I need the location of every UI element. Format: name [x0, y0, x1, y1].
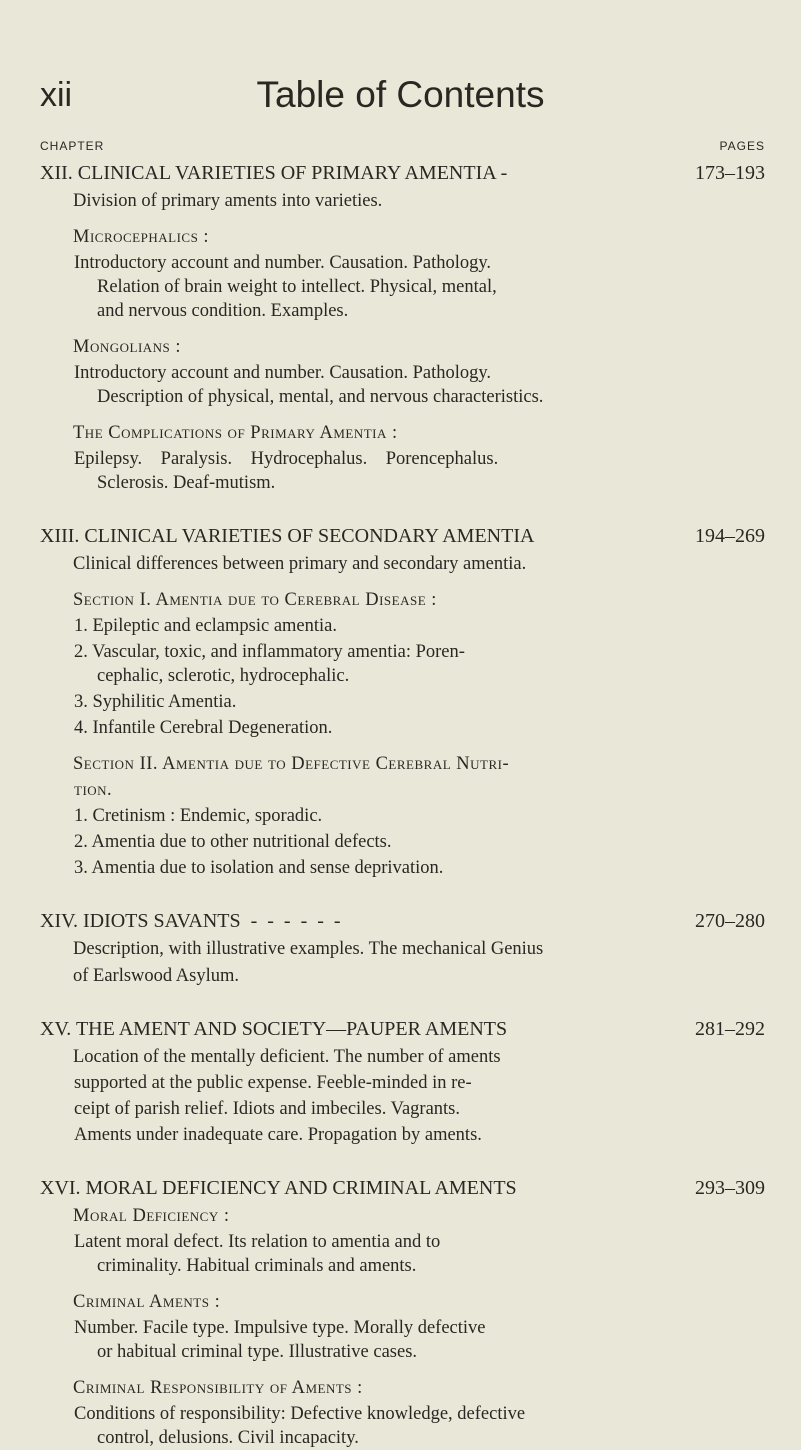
column-headings — [40, 138, 765, 154]
section-line: Latent moral defect. Its relation to amentia and to — [74, 1232, 441, 1252]
list-item: 3. Syphilitic Amentia. — [74, 692, 237, 712]
list-item: 4. Infantile Cerebral Degeneration. — [74, 718, 333, 738]
section-line: and nervous condition. Examples. — [97, 301, 349, 321]
chapter-pages: 270–280 — [695, 910, 765, 932]
section-line: Introductory account and number. Causation. Pathology. — [74, 253, 492, 273]
section-line: Relation of brain weight to intellect. Physical, mental, — [97, 277, 497, 297]
section-title: The Complications of Primary Amentia : — [73, 423, 398, 443]
section-line: Introductory account and number. Causation. Pathology. — [74, 363, 492, 383]
chapter-pages: 293–309 — [695, 1177, 765, 1199]
chapter-heading-line — [40, 1016, 765, 1042]
section-line: control, delusions. Civil incapacity. — [97, 1428, 359, 1448]
list-item-continuation: cephalic, sclerotic, hydrocephalic. — [97, 666, 350, 686]
chapter-pages: 194–269 — [695, 525, 765, 547]
toc-chapter-xv — [40, 1016, 765, 1147]
section-title: Section II. Amentia due to Defective Cerebral Nutri- — [73, 754, 510, 774]
list-item: 1. Cretinism : Endemic, sporadic. — [74, 806, 323, 826]
section-line: Number. Facile type. Impulsive type. Morally defective — [74, 1318, 486, 1338]
chapter-intro: Division of primary aments into varieties. — [73, 191, 383, 211]
section-line: or habitual criminal type. Illustrative cases. — [97, 1342, 418, 1362]
section-line: Epilepsy. Paralysis. Hydrocephalus. Porencephalus. — [74, 449, 499, 469]
section-title: Criminal Aments : — [73, 1292, 221, 1312]
chapter-title: XV. THE AMENT AND SOCIETY—PAUPER AMENTS — [40, 1018, 508, 1040]
section-title-continuation: tion. — [74, 780, 113, 800]
toc-chapter-xii — [40, 160, 765, 495]
list-item: 3. Amentia due to isolation and sense deprivation. — [74, 858, 444, 878]
chapter-heading-line — [40, 523, 765, 549]
chapter-intro-line: Aments under inadequate care. Propagation by aments. — [74, 1125, 482, 1145]
section-line: criminality. Habitual criminals and aments. — [97, 1256, 417, 1276]
chapter-heading-line — [40, 908, 765, 934]
section-title: Microcephalics : — [73, 227, 210, 247]
toc-chapter-xiv — [40, 908, 765, 988]
section-line: Sclerosis. Deaf-mutism. — [97, 473, 276, 493]
toc-content — [40, 138, 765, 1450]
chapter-title: XIV. IDIOTS SAVANTS - - - - - - — [40, 910, 341, 932]
section-title: Section I. Amentia due to Cerebral Disease : — [73, 590, 437, 610]
chapter-heading-line — [40, 160, 765, 186]
page-number: xii — [40, 76, 73, 114]
chapter-intro: of Earlswood Asylum. — [73, 966, 239, 986]
toc-chapter-xiii — [40, 523, 765, 880]
chapter-intro-line: ceipt of parish relief. Idiots and imbeciles. Vagrants. — [74, 1099, 460, 1119]
chapter-intro: Description, with illustrative examples. The mechanical Genius — [73, 939, 544, 959]
chapter-intro-line: supported at the public expense. Feeble-minded in re- — [74, 1073, 472, 1093]
section-title: Moral Deficiency : — [73, 1206, 230, 1226]
chapter-pages: 281–292 — [695, 1018, 765, 1040]
chapter-intro: Clinical differences between primary and secondary amentia. — [73, 554, 527, 574]
chapter-title: XII. CLINICAL VARIETIES OF PRIMARY AMENTIA - — [40, 162, 508, 184]
running-head: Table of Contents — [256, 74, 545, 115]
chapter-title: XIII. CLINICAL VARIETIES OF SECONDARY AMENTIA — [40, 525, 535, 547]
section-title: Mongolians : — [73, 337, 182, 357]
list-item: 2. Vascular, toxic, and inflammatory amentia: Poren- — [74, 642, 465, 662]
toc-chapter-xvi — [40, 1175, 765, 1450]
list-item: 2. Amentia due to other nutritional defects. — [74, 832, 392, 852]
chapter-heading-line — [40, 1175, 765, 1201]
section-title: Criminal Responsibility of Aments : — [73, 1378, 363, 1398]
section-line: Description of physical, mental, and nervous characteristics. — [97, 387, 544, 407]
chapter-title: XVI. MORAL DEFICIENCY AND CRIMINAL AMENTS — [40, 1177, 517, 1199]
chapter-pages: 173–193 — [695, 162, 765, 184]
chapter-intro: Location of the mentally deficient. The number of aments — [73, 1047, 501, 1067]
pages-column-heading: PAGES — [719, 139, 765, 153]
section-line: Conditions of responsibility: Defective knowledge, defective — [74, 1404, 526, 1424]
chapter-column-heading: CHAPTER — [40, 139, 105, 153]
list-item: 1. Epileptic and eclampsic amentia. — [74, 616, 338, 636]
